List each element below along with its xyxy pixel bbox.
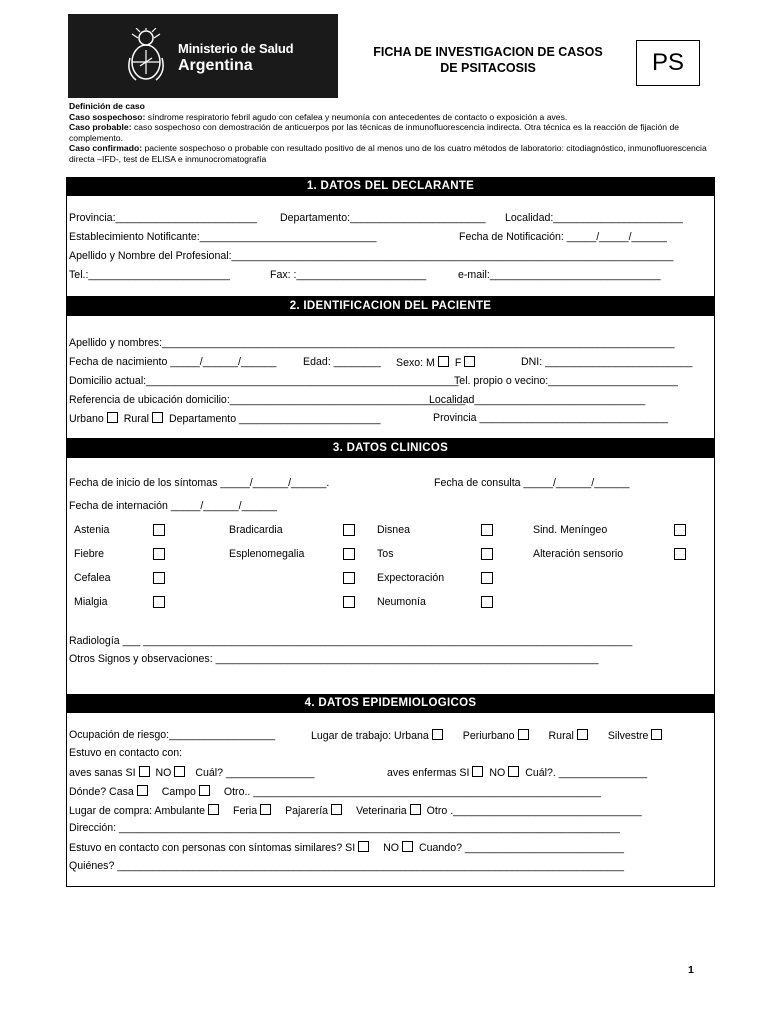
page-number: 1: [688, 964, 694, 976]
wild-checkbox[interactable]: [651, 729, 662, 740]
notification-date-field[interactable]: Fecha de Notificación: _____/_____/______: [459, 231, 667, 243]
form-code: PS: [636, 40, 700, 86]
sex-f-checkbox[interactable]: [464, 356, 475, 367]
section4-header: 4. DATOS EPIDEMIOLOGICOS: [66, 694, 715, 713]
email-field[interactable]: e-mail:_____________________________: [458, 269, 661, 281]
splenomegaly-checkbox[interactable]: [343, 548, 355, 560]
symptom-label: Alteración sensorio: [533, 548, 624, 560]
sex-m-checkbox[interactable]: [438, 356, 449, 367]
radiology-field[interactable]: Radiología ___ ___________________________________________________________________________________: [69, 635, 633, 647]
coat-of-arms-icon: [124, 28, 168, 86]
section2-header: 2. IDENTIFICACION DEL PACIENTE: [66, 297, 715, 316]
form-title: FICHA DE INVESTIGACION DE CASOS DE PSITACOSIS: [373, 45, 603, 75]
symptom-label: Expectoración: [377, 572, 445, 584]
section1-header: 1. DATOS DEL DECLARANTE: [66, 177, 715, 196]
establishment-field[interactable]: Establecimiento Notificante:______________________________: [69, 231, 377, 243]
healthy-birds-which-field[interactable]: Cuál? _______________: [195, 767, 315, 779]
similar-contacts-row: Estuvo en contacto con personas con síntomas similares? SI NO Cuando? ___________________________: [69, 842, 625, 854]
symptom-label: Sind. Meníngeo: [533, 524, 608, 536]
where-other-field[interactable]: Otro.. ___________________________________________________________: [223, 786, 601, 798]
hospitalization-date-field[interactable]: Fecha de internación _____/______/______: [69, 500, 277, 512]
symptom-label: Cefalea: [74, 572, 111, 584]
symptom-label: Fiebre: [74, 548, 105, 560]
healthy-birds-row: aves sanas SI NO Cuál? _______________: [69, 767, 315, 779]
province-field[interactable]: Provincia:________________________: [69, 212, 257, 224]
case-definitions: Definición de caso Caso sospechoso: síndrome respiratorio febril agudo con cefalea y neumonía con antecedentes de contacto o exposición a aves. Caso probable: caso sospechoso con demostración de anticuerpos por las técnicas de inmunofluorescencia indirecta. Otra técnica es la reacción de fijación de complemento. Caso confirmado: paciente sospechoso o probable con resultado positivo de al menos uno de los cuatro métodos de laboratorio: citodiagnóstico, inmunofluorescencia directa –IFD-, test de ELISA e inmunocromatografía: [69, 101, 707, 164]
altered-sensorium-checkbox[interactable]: [674, 548, 686, 560]
observations-field[interactable]: Otros Signos y observaciones: _________________________________________________________________: [69, 653, 599, 665]
workplace-row: Lugar de trabajo: Urbana Periurbano Rural Silvestre: [311, 729, 665, 742]
who-field[interactable]: Quiénes? ______________________________________________________________________________________: [69, 860, 624, 872]
bradycardia-checkbox[interactable]: [343, 524, 355, 536]
area-type-row: Urbano Rural Departamento ________________________: [69, 413, 381, 425]
address-purchase-field[interactable]: Dirección: _____________________________________________________________________________________: [69, 822, 620, 834]
section3-header: 3. DATOS CLINICOS: [66, 439, 715, 458]
birth-date-field[interactable]: Fecha de nacimiento _____/______/______: [69, 356, 277, 368]
asthenia-checkbox[interactable]: [153, 524, 165, 536]
sex-label: Sexo: M F: [396, 356, 478, 369]
similar-yes-checkbox[interactable]: [358, 841, 369, 852]
when-field[interactable]: Cuando? ___________________________: [418, 842, 625, 854]
symptom-label: Astenia: [74, 524, 110, 536]
dni-field[interactable]: DNI: _________________________: [521, 356, 693, 368]
cough-checkbox[interactable]: [481, 548, 493, 560]
ministry-name-line2: Argentina: [178, 57, 253, 74]
urban-checkbox[interactable]: [107, 412, 118, 423]
contact-label: Estuvo en contacto con:: [69, 747, 183, 759]
sick-birds-which-field[interactable]: Cuál?. _______________: [525, 767, 648, 779]
periurban-checkbox[interactable]: [518, 729, 529, 740]
symptom-label: Bradicardia: [229, 524, 283, 536]
consultation-date-field[interactable]: Fecha de consulta _____/______/______: [434, 477, 630, 489]
healthy-birds-yes-checkbox[interactable]: [139, 766, 150, 777]
headache-checkbox[interactable]: [153, 572, 165, 584]
rural-work-checkbox[interactable]: [577, 729, 588, 740]
symptom-label: Esplenomegalia: [229, 548, 305, 560]
healthy-birds-no-checkbox[interactable]: [174, 766, 185, 777]
house-checkbox[interactable]: [137, 785, 148, 796]
fair-checkbox[interactable]: [260, 804, 271, 815]
street-vendor-checkbox[interactable]: [208, 804, 219, 815]
rural-checkbox[interactable]: [152, 412, 163, 423]
patient-province-field[interactable]: Provincia ________________________________: [433, 412, 669, 424]
s1-row1: [69, 212, 257, 224]
sick-birds-row: aves enfermas SI NO Cuál?. _______________: [387, 767, 648, 779]
sick-birds-yes-checkbox[interactable]: [472, 766, 483, 777]
myalgia-checkbox[interactable]: [153, 596, 165, 608]
fever-checkbox[interactable]: [153, 548, 165, 560]
blank-checkbox[interactable]: [343, 572, 355, 584]
address-field[interactable]: Domicilio actual:_____________________________________________________: [69, 375, 459, 387]
symptom-onset-field[interactable]: Fecha de inicio de los síntomas _____/______/______.: [69, 477, 330, 489]
phone-field[interactable]: Tel.:________________________: [69, 269, 230, 281]
patient-name-field[interactable]: Apellido y nombres:_______________________________________________________________________________________: [69, 337, 675, 349]
purchase-other-field[interactable]: Otro .________________________________: [426, 805, 642, 817]
sick-birds-no-checkbox[interactable]: [508, 766, 519, 777]
contact-phone-field[interactable]: Tel. propio o vecino:______________________: [454, 375, 678, 387]
fax-field[interactable]: Fax: :______________________: [270, 269, 427, 281]
patient-locality-field[interactable]: Localidad_____________________________: [429, 394, 646, 406]
ministry-name-line1: Ministerio de Salud: [178, 41, 294, 56]
symptom-label: Mialgia: [74, 596, 108, 608]
symptom-label: Neumonía: [377, 596, 426, 608]
blank-checkbox[interactable]: [343, 596, 355, 608]
field-checkbox[interactable]: [199, 785, 210, 796]
purchase-place-row: Lugar de compra: Ambulante Feria Pajarería Veterinaria Otro .________________________________: [69, 805, 642, 817]
dyspnea-checkbox[interactable]: [481, 524, 493, 536]
expectoration-checkbox[interactable]: [481, 572, 493, 584]
occupation-field[interactable]: Ocupación de riesgo:__________________: [69, 729, 276, 741]
where-row: Dónde? Casa Campo Otro.. ___________________________________________________________: [69, 786, 601, 798]
pet-shop-checkbox[interactable]: [331, 804, 342, 815]
symptom-label: Disnea: [377, 524, 410, 536]
address-reference-field[interactable]: Referencia de ubicación domicilio:________________________________________: [69, 394, 466, 406]
department-field[interactable]: Departamento:_______________________: [280, 212, 486, 224]
pneumonia-checkbox[interactable]: [481, 596, 493, 608]
ministry-logo: [68, 14, 338, 98]
locality-field[interactable]: Localidad:______________________: [505, 212, 683, 224]
veterinary-checkbox[interactable]: [410, 804, 421, 815]
urban-work-checkbox[interactable]: [432, 729, 443, 740]
patient-department-field[interactable]: Departamento ________________________: [168, 413, 381, 425]
professional-name-field[interactable]: Apellido y Nombre del Profesional:___________________________________________________________________________: [69, 250, 674, 262]
age-field[interactable]: Edad: ________: [303, 356, 381, 368]
symptom-label: Tos: [377, 548, 394, 560]
similar-no-checkbox[interactable]: [402, 841, 413, 852]
meningeal-checkbox[interactable]: [674, 524, 686, 536]
